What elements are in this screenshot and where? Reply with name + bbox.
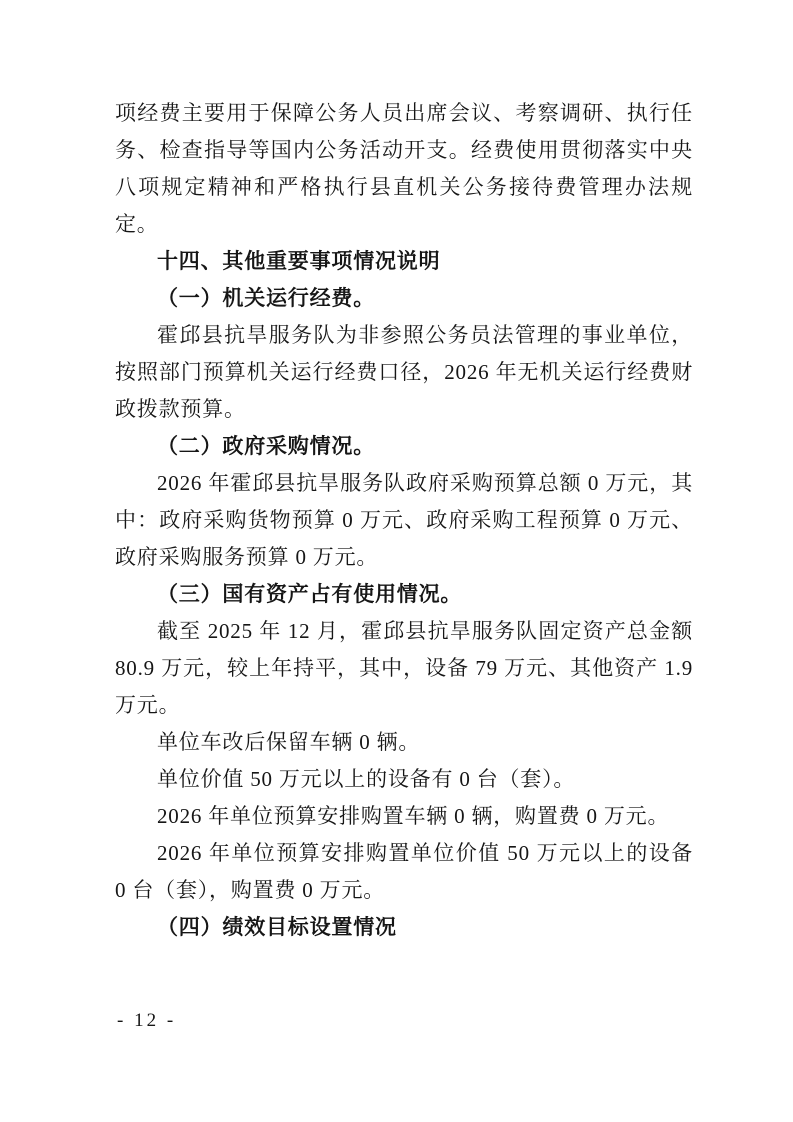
paragraph-vehicle-purchase-budget: 2026 年单位预算安排购置车辆 0 辆，购置费 0 万元。 xyxy=(157,804,670,828)
paragraph-agency-operating-funds: 霍邱县抗旱服务队为非参照公务员法管理的事业单位，按照部门预算机关运行经费口径，2026 年无机关运行经费财政拨款预算。 xyxy=(115,323,693,421)
page-number: - 12 - xyxy=(117,1010,177,1031)
paragraph-equipment-over-500k: 单位价值 50 万元以上的设备有 0 台（套）。 xyxy=(157,767,576,791)
paragraph-government-procurement: 2026 年霍邱县抗旱服务队政府采购预算总额 0 万元，其中：政府采购货物预算 0 万元、政府采购工程预算 0 万元、政府采购服务预算 0 万元。 xyxy=(115,471,693,569)
subsection-heading-1: （一）机关运行经费。 xyxy=(157,286,375,310)
paragraph-continuation: 项经费主要用于保障公务人员出席会议、考察调研、执行任务、检查指导等国内公务活动开支。经费使用贯彻落实中央八项规定精神和严格执行县直机关公务接待费管理办法规定。 xyxy=(115,101,693,236)
subsection-heading-4: （四）绩效目标设置情况 xyxy=(157,915,397,939)
paragraph-equipment-purchase-budget: 2026 年单位预算安排购置单位价值 50 万元以上的设备 0 台（套），购置费 0 万元。 xyxy=(115,841,693,902)
paragraph-state-assets: 截至 2025 年 12 月，霍邱县抗旱服务队固定资产总金额 80.9 万元，较上年持平，其中，设备 79 万元、其他资产 1.9 万元。 xyxy=(115,619,693,717)
subsection-heading-3: （三）国有资产占有使用情况。 xyxy=(157,582,463,606)
subsection-heading-2: （二）政府采购情况。 xyxy=(157,434,375,458)
paragraph-retained-vehicles: 单位车改后保留车辆 0 辆。 xyxy=(157,730,421,754)
document-body xyxy=(115,95,693,946)
section-heading-14: 十四、其他重要事项情况说明 xyxy=(157,250,441,273)
